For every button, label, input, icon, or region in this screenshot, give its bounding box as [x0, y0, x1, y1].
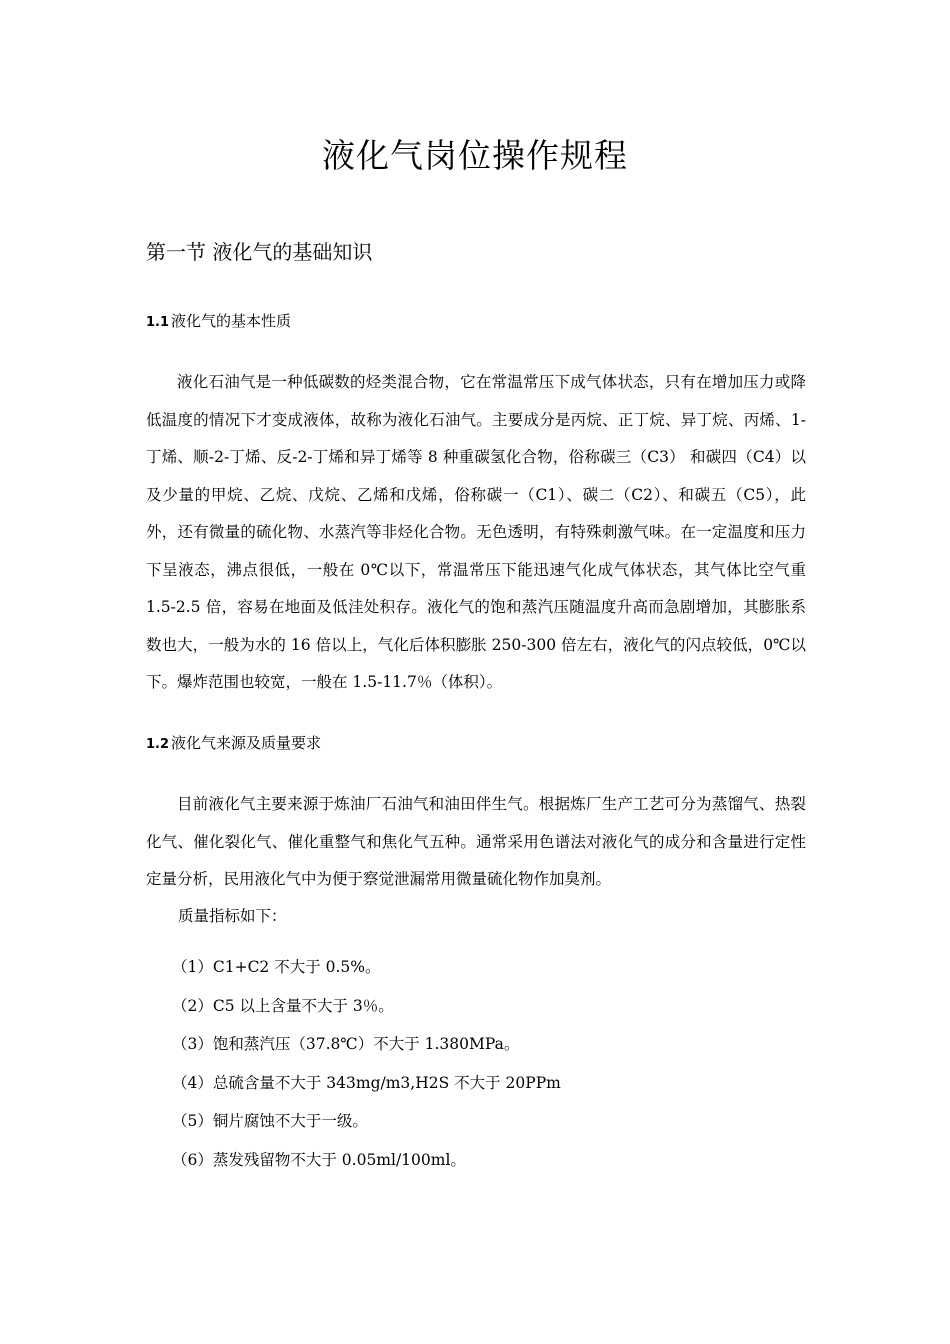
paragraph-basic-properties: 液化石油气是一种低碳数的烃类混合物，它在常温常压下成气体状态，只有在增加压力或降低温度的情况下才变成液体，故称为液化石油气。主要成分是丙烷、正丁烷、异丁烷、丙烯、1-丁烯、顺-2-丁烯、反-2-丁烯和异丁烯等 8 种重碳氢化合物，俗称碳三（C3） 和碳四（C4）以及少量的甲烷、乙烷、戊烷、乙烯和戊烯，俗称碳一（C1）、碳二（C2）、和碳五（C5），此外，还有微量的硫化物、水蒸汽等非烃化合物。无色透明，有特殊刺激气味。在一定温度和压力下呈液态，沸点很低，一般在 0℃以下，常温常压下能迅速气化成气体状态，其气体比空气重 1.5-2.5 倍，容易在地面及低洼处积存。液化气的饱和蒸汽压随温度升高而急剧增加，其膨胀系数也大，一般为水的 16 倍以上，气化后体积膨胀 250-300 倍左右，液化气的闪点较低，0℃以下。爆炸范围也较宽，一般在 1.5-11.7％（体积）。 — [146, 373, 806, 691]
subsection-title: 液化气的基本性质 — [171, 312, 292, 330]
subsection-heading-1-1 — [146, 309, 291, 335]
subsection-heading-1-2 — [146, 731, 321, 757]
quality-item: （1）C1+C2 不大于 0.5%。 — [172, 958, 381, 976]
section-heading: 第一节 液化气的基础知识 — [146, 240, 373, 264]
quality-item: （2）C5 以上含量不大于 3％。 — [172, 996, 394, 1015]
subsection-number: 1.2 — [146, 737, 170, 752]
quality-item: （4）总硫含量不大于 343mg/m3,H2S 不大于 20PPm — [172, 1073, 561, 1092]
document-title: 液化气岗位操作规程 — [322, 136, 628, 175]
quality-intro: 质量指标如下： — [178, 907, 287, 925]
quality-list — [172, 948, 561, 1179]
paragraph-source-quality: 目前液化气主要来源于炼油厂石油气和油田伴生气。根据炼厂生产工艺可分为蒸馏气、热裂化气、催化裂化气、催化重整气和焦化气五种。通常采用色谱法对液化气的成分和含量进行定性定量分析，民用液化气中为便于察觉泄漏常用微量硫化物作加臭剂。 — [146, 795, 806, 888]
quality-item: （5）铜片腐蚀不大于一级。 — [172, 1112, 368, 1130]
subsection-number: 1.1 — [146, 315, 170, 330]
quality-item: （3）饱和蒸汽压（37.8℃）不大于 1.380MPa。 — [172, 1035, 520, 1053]
subsection-title: 液化气来源及质量要求 — [171, 734, 322, 752]
quality-item: （6）蒸发残留物不大于 0.05ml/100ml。 — [172, 1150, 466, 1169]
